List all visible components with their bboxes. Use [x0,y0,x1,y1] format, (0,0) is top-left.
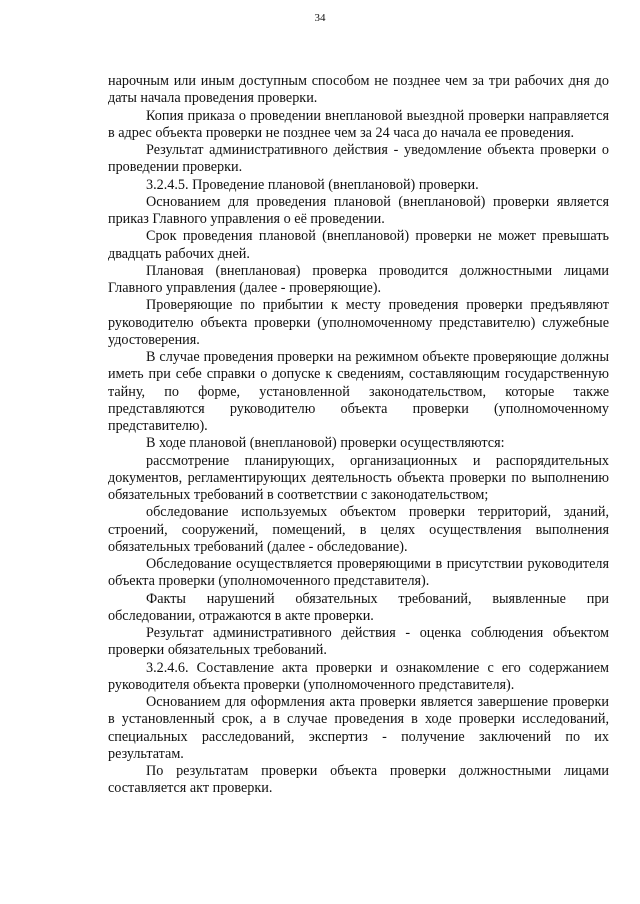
paragraph-secure-object: В случае проведения проверки на режимном объекте проверяющие должны иметь при себе справки о допуске к сведениям, составляющим государственную тайну, по форме, установленной законодательством, которые также представляются руководителю объекта проверки (уполномоченному представителю). [108,349,609,434]
paragraph-inspectors: Плановая (внеплановая) проверка проводится должностными лицами Главного управления (далее - проверяющие). [108,262,609,296]
paragraph-result-notification: Результат административного действия - уведомление объекта проверки о проведении проверки. [108,142,609,176]
paragraph-duration: Срок проведения плановой (внеплановой) проверки не может превышать двадцать рабочих дней. [108,228,609,262]
paragraph-act-basis: Основанием для оформления акта проверки является завершение проверки в установленный срок, а в случае проведения в ходе проверки исследований, специальных расследований, экспертиз - получение заключений по их результатам. [108,694,609,762]
section-heading-3-2-4-5: 3.2.4.5. Проведение плановой (внеплановой) проверки. [146,176,479,193]
paragraph-order-copy: Копия приказа о проведении внеплановой выездной проверки направляется в адрес объекта проверки не позднее чем за 24 часа до начала ее проведения. [108,107,609,141]
paragraph-inspection-presence: Обследование осуществляется проверяющими в присутствии руководителя объекта проверки (уполномоченного представителя). [108,556,609,590]
section-heading-3-2-4-6: 3.2.4.6. Составление акта проверки и ознакомление с его содержанием руководителя объекта проверки (уполномоченного представителя). [108,659,609,693]
page-body [108,73,609,798]
paragraph-credentials: Проверяющие по прибытии к месту проведения проверки предъявляют руководителю объекта проверки (уполномоченному представителю) служебные удостоверения. [108,297,609,348]
paragraph-act-compiled: По результатам проверки объекта проверки должностными лицами составляется акт проверки. [108,763,609,797]
paragraph-result-assessment: Результат административного действия - оценка соблюдения объектом проверки обязательных требований. [108,625,609,659]
paragraph-violations: Факты нарушений обязательных требований, выявленные при обследовании, отражаются в акте проверки. [108,590,609,624]
paragraph-basis: Основанием для проведения плановой (внеплановой) проверки является приказ Главного управления о её проведении. [108,193,609,227]
page-number: 34 [314,12,326,24]
list-item-documents-review: рассмотрение планирующих, организационных и распорядительных документов, регламентирующих деятельность объекта проверки по выполнению обязательных требований в соответствии с законодательством; [108,452,609,503]
paragraph-continuation: нарочным или иным доступным способом не позднее чем за три рабочих дня до даты начала проведения проверки. [108,73,609,107]
list-item-premises-inspection: обследование используемых объектом проверки территорий, зданий, строений, сооружений, помещений, в целях осуществления выполнения обязательных требований (далее - обследование). [108,504,609,555]
paragraph-actions-intro: В ходе плановой (внеплановой) проверки осуществляются: [146,435,505,452]
